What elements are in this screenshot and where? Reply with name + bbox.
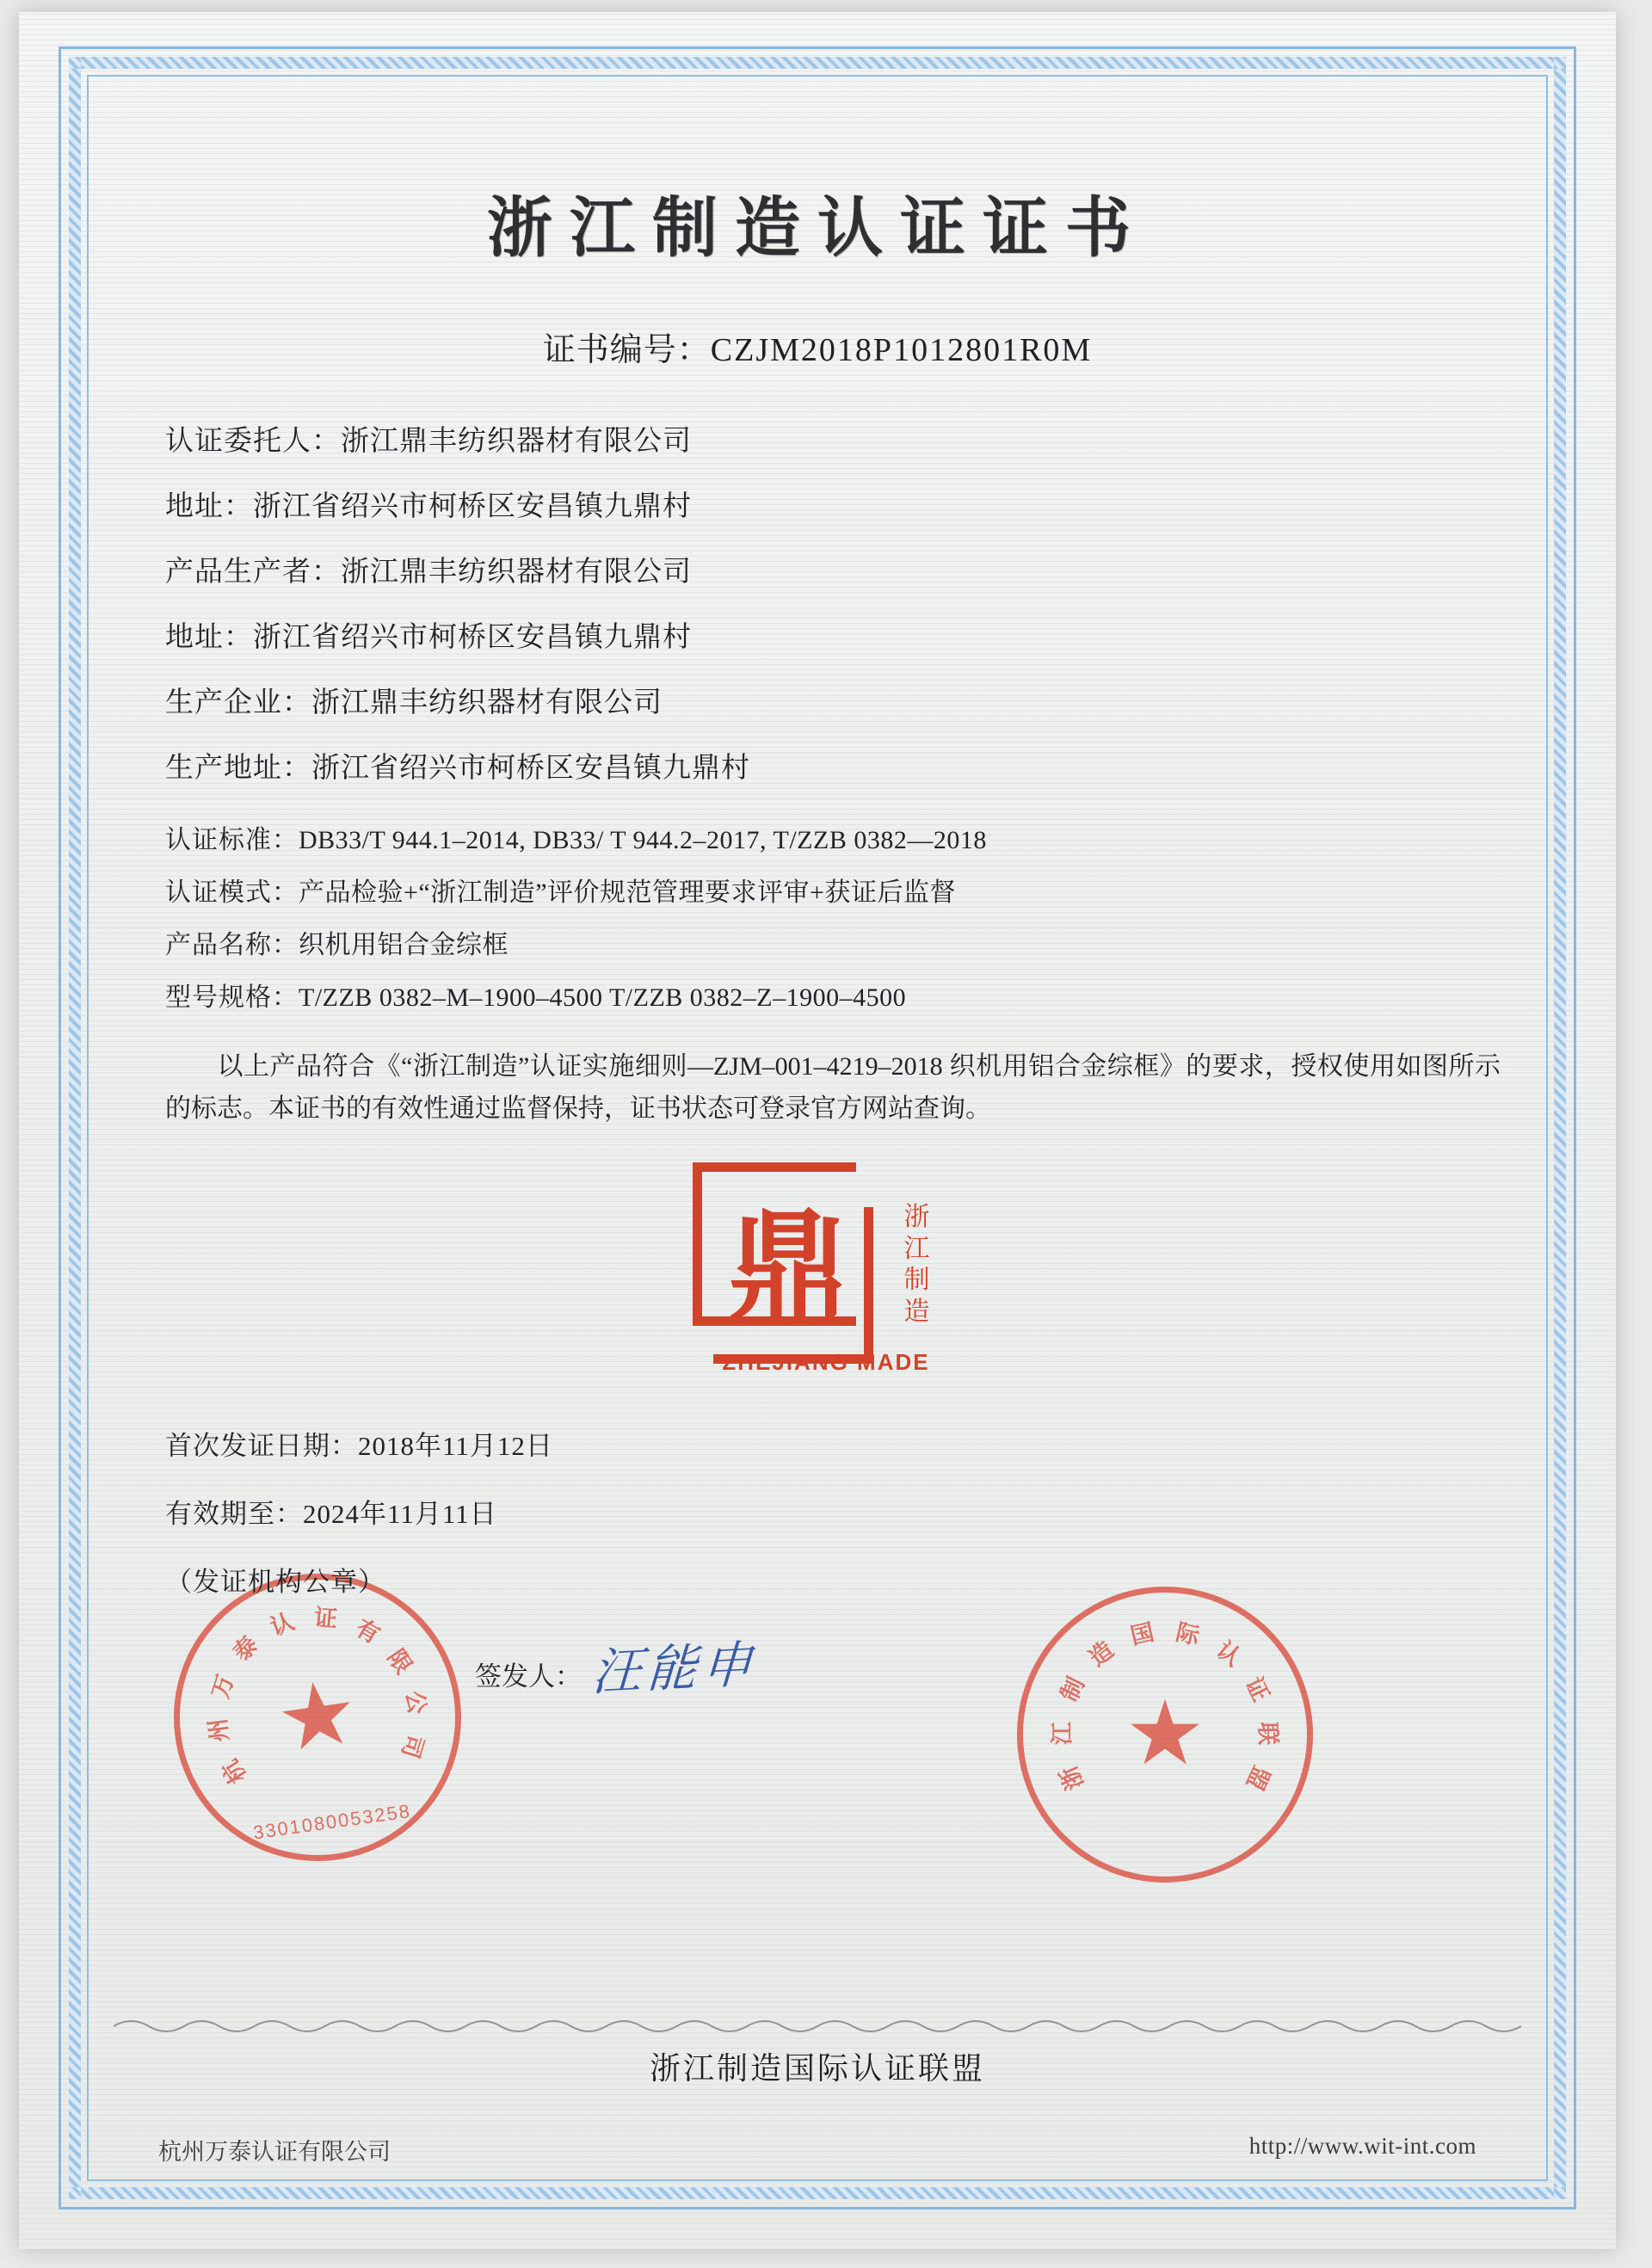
logo-english-text: ZHEJIANG MADE	[722, 1349, 930, 1376]
spec-label: 产品名称：	[165, 931, 299, 959]
field-row	[165, 549, 1521, 589]
spec-label: 认证标准：	[165, 826, 299, 854]
page-title: 浙江制造认证证书	[487, 193, 1148, 265]
spec-row	[165, 871, 1521, 909]
field-value: 浙江省绍兴市柯桥区安昌镇九鼎村	[253, 491, 692, 522]
logo-glyph: 鼎	[727, 1202, 848, 1336]
logo-chinese-text: 浙江制造	[903, 1203, 931, 1326]
field-value: 浙江鼎丰纺织器材有限公司	[311, 687, 663, 718]
signer-label: 签发人：	[475, 1661, 582, 1692]
first-issue-date-value: 2018年11月12日	[358, 1431, 553, 1462]
footer-wave-divider	[114, 2015, 1521, 2037]
zhejiang-made-logo-container	[114, 1162, 1521, 1377]
statement-paragraph	[114, 1046, 1521, 1130]
field-row	[165, 680, 1521, 720]
issue-dates	[114, 1424, 1521, 1599]
field-value: 浙江省绍兴市柯桥区安昌镇九鼎村	[253, 622, 692, 653]
footer-company: 杭州万泰认证有限公司	[158, 2139, 391, 2165]
spec-label: 认证模式：	[165, 878, 299, 907]
field-row	[165, 745, 1521, 786]
spec-value: 产品检验+“浙江制造”评价规范管理要求评审+获证后监督	[299, 878, 956, 907]
valid-until-value: 2024年11月11日	[303, 1499, 497, 1530]
footer-organization: 浙江制造国际认证联盟	[649, 2051, 985, 2086]
seal-ring-text: 浙 江 制 造 国 际 认 证 联 盟	[1049, 1618, 1281, 1795]
spec-row	[165, 818, 1521, 856]
first-issue-date-row	[165, 1424, 1521, 1463]
spec-value: T/ZZB 0382–M–1900–4500 T/ZZB 0382–Z–1900–4500	[299, 983, 907, 1012]
field-row	[165, 484, 1521, 524]
seal-ring-text: 杭 州 万 泰 认 证 有 限 公 司	[204, 1604, 431, 1789]
first-issue-date-label: 首次发证日期：	[165, 1431, 358, 1462]
field-row	[165, 418, 1521, 459]
certificate-number-value: CZJM2018P1012801R0M	[710, 332, 1093, 368]
field-value: 浙江鼎丰纺织器材有限公司	[341, 426, 692, 457]
field-label: 地址：	[165, 622, 253, 653]
spec-row	[165, 976, 1521, 1014]
field-value: 浙江鼎丰纺织器材有限公司	[341, 557, 692, 588]
field-label: 产品生产者：	[165, 557, 341, 588]
valid-until-label: 有效期至：	[165, 1499, 303, 1530]
certificate-number-label: 证书编号：	[542, 332, 711, 368]
footer-bottom-row	[114, 2133, 1521, 2166]
seal-star-icon: ★	[270, 1662, 365, 1772]
spec-label: 型号规格：	[165, 983, 299, 1012]
official-seal-note: （发证机构公章）	[165, 1567, 385, 1598]
footer-url[interactable]: http://www.wit-int.com	[1248, 2133, 1476, 2159]
field-value: 浙江省绍兴市柯桥区安昌镇九鼎村	[311, 753, 750, 784]
seal-code: 3301080053258	[251, 1800, 413, 1844]
field-row	[165, 614, 1521, 655]
signature-mark: 汪能申	[590, 1636, 759, 1702]
signer-row	[114, 1628, 1521, 1700]
seal-star-icon: ★	[1125, 1685, 1205, 1784]
spec-value: DB33/T 944.1–2014, DB33/ T 944.2–2017, T/ZZB 0382—2018	[299, 826, 987, 854]
field-label: 地址：	[165, 491, 253, 522]
field-label: 认证委托人：	[165, 426, 341, 457]
footer	[114, 2015, 1521, 2166]
specification-fields	[114, 818, 1521, 1014]
field-label: 生产地址：	[165, 753, 311, 784]
certificate-number-line	[114, 323, 1521, 370]
paper-sheet	[19, 12, 1616, 2249]
applicant-fields	[114, 418, 1521, 786]
spec-value: 织机用铝合金综框	[299, 931, 509, 959]
spec-row	[165, 923, 1521, 961]
zhejiang-made-logo	[693, 1162, 942, 1377]
field-label: 生产企业：	[165, 687, 311, 718]
statement-text: 以上产品符合《“浙江制造”认证实施细则—ZJM–001–4219–2018 织机用铝合金综框》的要求，授权使用如图所示的标志。本证书的有效性通过监督保持，证书状态可登录官方网站查询。	[165, 1052, 1501, 1123]
valid-until-row	[165, 1492, 1521, 1531]
